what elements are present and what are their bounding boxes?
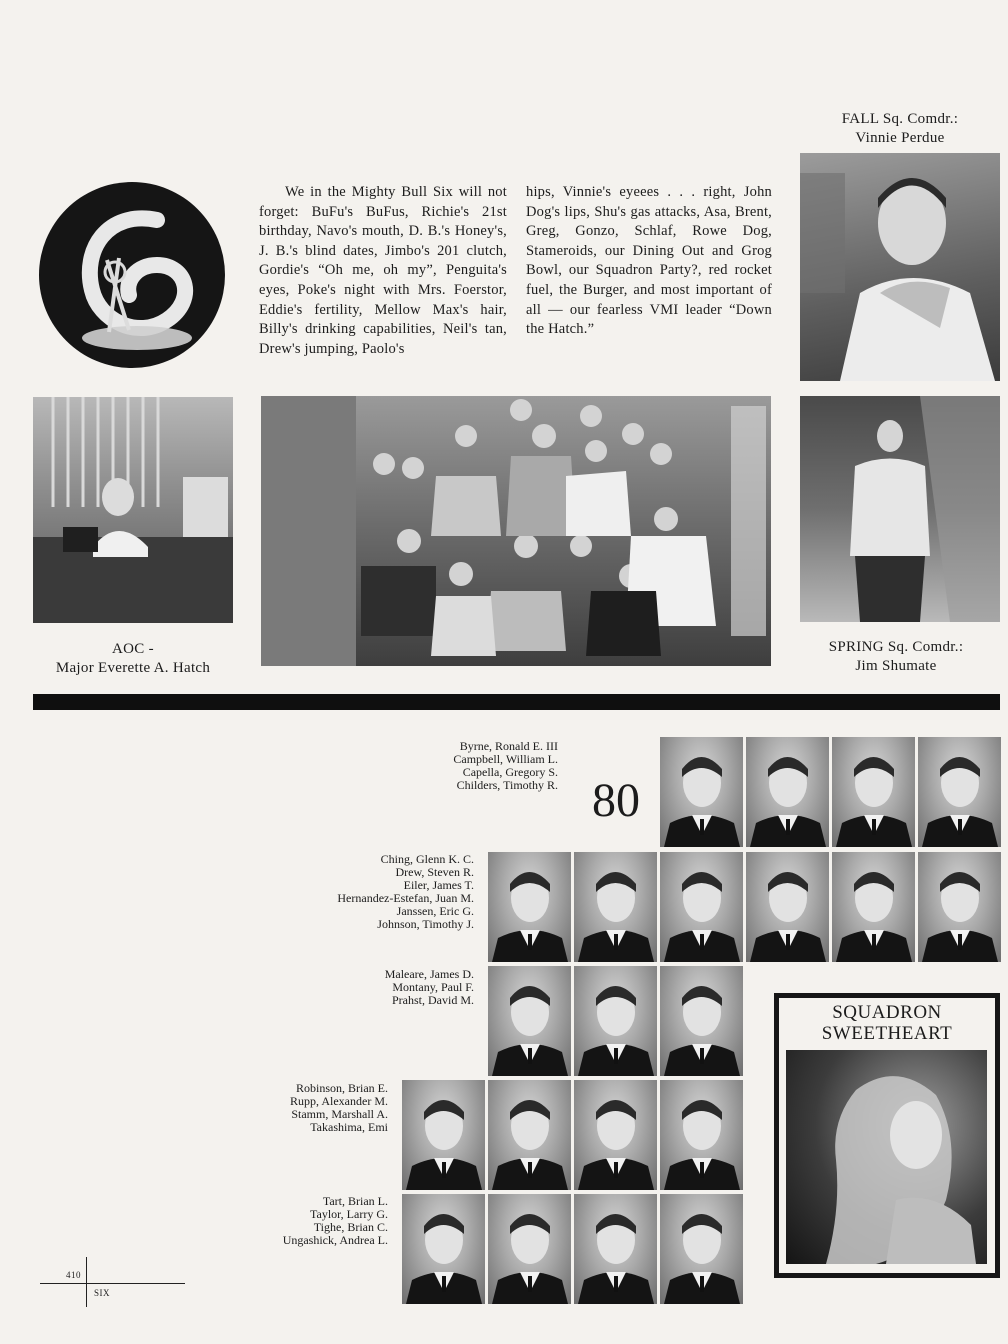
cadet-portrait <box>746 852 829 962</box>
section-divider-rule <box>33 694 1000 710</box>
class-year-number: 80 <box>592 774 640 827</box>
cadet-portrait <box>402 1194 485 1304</box>
roster-group-1 <box>370 740 558 792</box>
roster-name: Ching, Glenn K. C. <box>380 852 474 866</box>
roster-group-4 <box>230 1082 388 1134</box>
roster-name: Maleare, James D. <box>384 967 474 981</box>
roster-name: Johnson, Timothy J. <box>377 917 474 931</box>
squadron-group-photo <box>261 396 771 666</box>
roster-group-3 <box>300 968 474 1007</box>
cadet-portrait <box>918 852 1001 962</box>
cadet-portrait <box>918 737 1001 847</box>
roster-name: Takashima, Emi <box>310 1120 388 1134</box>
roster-name: Tart, Brian L. <box>322 1194 388 1208</box>
section-label: SIX <box>94 1288 111 1298</box>
cadet-portrait <box>746 737 829 847</box>
cadet-portrait <box>660 1194 743 1304</box>
cadet-portrait <box>574 852 657 962</box>
sweetheart-photo <box>786 1050 987 1264</box>
aoc-caption <box>33 640 233 678</box>
fall-commander-caption <box>800 110 1000 148</box>
cadet-portrait <box>574 1080 657 1190</box>
cadet-portrait <box>488 966 571 1076</box>
roster-name: Byrne, Ronald E. III <box>459 739 558 753</box>
squadron-patch-emblem <box>37 180 227 370</box>
story-column-1: We in the Mighty Bull Six will not forget: BuFu's BuFus, Richie's 21st birthday, Navo's mouth, D. B.'s Honey's, J. B.'s blind dates, Jimbo's 201 clutch, Gordie's “Oh me, oh my”, Penguita's eyes, Poke's night with Mrs. Foerstor, Eddie's fertility, Mellow Max's hair, Billy's drinking capabilities, Neil's tan, Drew's jumping, Paolo's <box>259 184 507 357</box>
spring-commander-caption <box>784 638 1008 676</box>
sweetheart-title-line1: SQUADRON <box>832 1002 942 1023</box>
cadet-portrait <box>832 737 915 847</box>
fall-caption-line2: Vinnie Perdue <box>855 130 945 146</box>
roster-name: Montany, Paul F. <box>392 980 474 994</box>
story-column-2: hips, Vinnie's eyeees . . . right, John Dog's lips, Shu's gas attacks, Asa, Brent, Greg, Gonzo, Schlaf, Rowe Dog, Stameroids, our Dining Out and Grog Bowl, our Squadron Party?, red rocket fuel, the Burger, and most important of all — our fearless VMI leader “Down the Hatch.” <box>526 184 772 338</box>
cadet-portrait <box>488 1080 571 1190</box>
roster-name: Rupp, Alexander M. <box>290 1094 388 1108</box>
cadet-portrait <box>488 1194 571 1304</box>
footer-horizontal-rule <box>40 1283 185 1284</box>
aoc-caption-line2: Major Everette A. Hatch <box>55 660 211 676</box>
roster-name: Taylor, Larry G. <box>310 1207 388 1221</box>
roster-name: Drew, Steven R. <box>395 865 474 879</box>
page-number: 410 <box>66 1270 81 1280</box>
cadet-portrait <box>660 852 743 962</box>
roster-name: Capella, Gregory S. <box>462 765 558 779</box>
cadet-portrait <box>402 1080 485 1190</box>
roster-name: Campbell, William L. <box>453 752 558 766</box>
fall-caption-line1: FALL Sq. Comdr.: <box>841 111 959 127</box>
aoc-caption-line1: AOC - <box>112 641 154 657</box>
sweetheart-title-line2: SWEETHEART <box>821 1023 953 1044</box>
roster-group-5 <box>230 1195 388 1247</box>
roster-name: Eiler, James T. <box>403 878 474 892</box>
cadet-portrait <box>660 966 743 1076</box>
spring-caption-line1: SPRING Sq. Comdr.: <box>828 639 964 655</box>
roster-group-2 <box>240 853 474 931</box>
cadet-portrait <box>832 852 915 962</box>
aoc-photo <box>33 397 233 623</box>
cadet-portrait <box>574 966 657 1076</box>
fall-commander-photo <box>800 153 1000 381</box>
roster-name: Stamm, Marshall A. <box>291 1107 388 1121</box>
roster-name: Ungashick, Andrea L. <box>282 1233 388 1247</box>
roster-name: Tighe, Brian C. <box>313 1220 388 1234</box>
cadet-portrait <box>660 1080 743 1190</box>
roster-name: Robinson, Brian E. <box>296 1081 388 1095</box>
roster-name: Prahst, David M. <box>392 993 474 1007</box>
footer-vertical-rule <box>86 1257 87 1307</box>
spring-commander-photo <box>800 396 1000 622</box>
cadet-portrait <box>488 852 571 962</box>
sweetheart-title <box>774 1002 1000 1044</box>
roster-name: Hernandez-Estefan, Juan M. <box>337 891 474 905</box>
roster-name: Childers, Timothy R. <box>456 778 558 792</box>
spring-caption-line2: Jim Shumate <box>855 658 937 674</box>
cadet-portrait <box>660 737 743 847</box>
roster-name: Janssen, Eric G. <box>396 904 474 918</box>
cadet-portrait <box>574 1194 657 1304</box>
